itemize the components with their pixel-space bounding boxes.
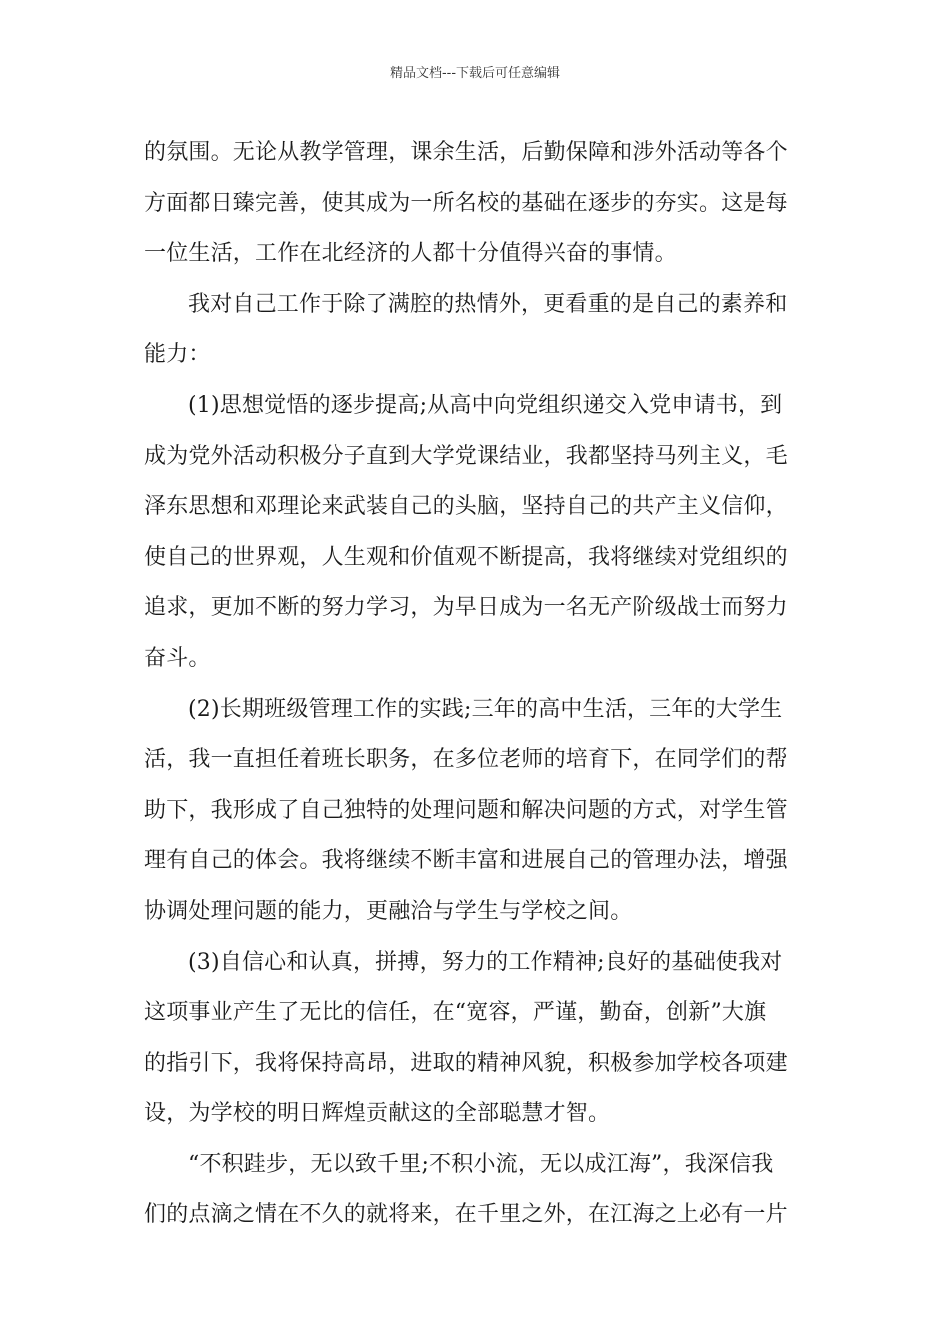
text-line: 协调处理问题的能力，更融洽与学生与学校之间。 [144, 898, 633, 924]
body-text [144, 128, 806, 1241]
text-line: (2)长期班级管理工作的实践;三年的高中生活，三年的大学生 [188, 696, 783, 722]
text-line: (3)自信心和认真，拼搏，努力的工作精神;良好的基础使我对 [188, 949, 783, 975]
text-line: 能力： [144, 342, 211, 368]
text-line: 理有自己的体会。我将继续不断丰富和进展自己的管理办法，增强 [144, 848, 788, 874]
text-line: 方面都日臻完善，使其成为一所名校的基础在逐步的夯实。这是每 [144, 190, 788, 216]
page-header: 精品文档---下载后可任意编辑 [389, 66, 561, 81]
text-line: 设，为学校的明日辉煌贡献这的全部聪慧才智。 [144, 1101, 611, 1127]
text-line: 使自己的世界观，人生观和价值观不断提高，我将继续对党组织的 [144, 544, 788, 570]
text-line: 们的点滴之情在不久的就将来，在千里之外，在江海之上必有一片 [144, 1202, 788, 1228]
text-line: (1)思想觉悟的逐步提高;从高中向党组织递交入党申请书，到 [188, 392, 783, 418]
text-line: 追求，更加不断的努力学习，为早日成为一名无产阶级战士而努力 [144, 595, 788, 621]
text-line: 成为党外活动积极分子直到大学党课结业，我都坚持马列主义，毛 [144, 443, 788, 469]
text-line: “不积跬步，无以致千里;不积小流，无以成江海”，我深信我 [188, 1151, 774, 1177]
text-line: 一位生活，工作在北经济的人都十分值得兴奋的事情。 [144, 241, 677, 267]
text-line: 奋斗。 [144, 645, 211, 671]
text-line: 这项事业产生了无比的信任，在“宽容，严谨，勤奋，创新”大旗 [144, 1000, 767, 1026]
text-line: 泽东思想和邓理论来武装自己的头脑，坚持自己的共产主义信仰， [144, 494, 788, 520]
text-line: 的指引下，我将保持高昂，进取的精神风貌，积极参加学校各项建 [144, 1050, 788, 1076]
text-line: 的氛围。无论从教学管理，课余生活，后勤保障和涉外活动等各个 [144, 140, 788, 165]
text-line: 我对自己工作于除了满腔的热情外，更看重的是自己的素养和 [188, 291, 788, 317]
text-line: 助下，我形成了自己独特的处理问题和解决问题的方式，对学生管 [144, 797, 788, 823]
text-line: 活，我一直担任着班长职务，在多位老师的培育下，在同学们的帮 [144, 747, 788, 773]
